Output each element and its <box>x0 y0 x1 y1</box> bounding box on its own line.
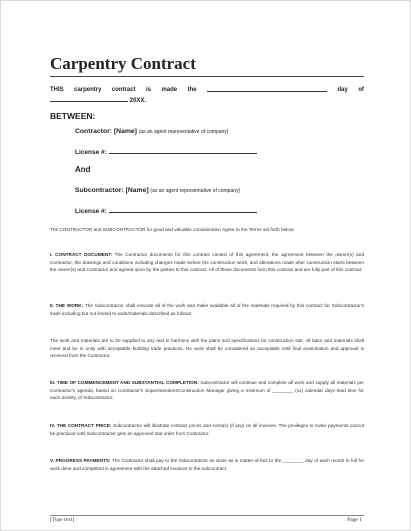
subcontractor-label: Subcontractor: [Name] <box>75 187 149 194</box>
contractor-label: Contractor: [Name] <box>75 128 137 135</box>
section-text: The work and materials are to be supplied to any and in harmony with the plans and specifications for construction site. All labor and materials shall meet and be in unity with acceptable building trade practices. No work shall be considered as acceptable until final examination and approval is received from the Contractor. <box>50 338 364 359</box>
intro-word: THIS <box>50 87 64 93</box>
intro-word: the <box>187 87 197 93</box>
section-text: The Contractor shall pay to the Subcontractor as close as is matter-of-fact to the ________ day of each month in full for work done and completed in agreement with the attached invoices to the subcontract. <box>50 458 365 471</box>
between-heading: BETWEEN: <box>50 111 96 121</box>
subcontractor-line <box>75 187 240 194</box>
intro-clause <box>50 85 364 106</box>
intro-line-1 <box>50 85 364 95</box>
intro-word: of <box>358 87 364 93</box>
and-label: And <box>75 165 91 174</box>
section-time-of-commencement <box>50 379 364 402</box>
license-blank <box>109 147 257 154</box>
intro-word: carpentry <box>74 87 102 93</box>
title-underline <box>50 76 364 77</box>
section-text: Subcontractor will illustrate contract prices and extra(s) (if any) on all invoices. The privileges to make payments cannot be practiced until Subcontractor gets an approved stat order from Contractor. <box>50 423 364 436</box>
intro-year: 20XX. <box>129 98 147 104</box>
contractor-note: (as an agent representative of company) <box>138 129 229 135</box>
section-text: Subcontractor will continue and complete all work and supply all materials per Contractor's agenda, based on Contractor's Superintendent/Construction Manager giving a minimum of ________ (xx) calendar days lead time for each activity, of Subcontractor. <box>50 380 364 401</box>
section-contract-document <box>50 251 364 274</box>
license-line-1 <box>75 147 257 156</box>
date-blank <box>207 85 327 92</box>
intro-word: day <box>337 87 348 93</box>
section-heading: V. PROGRESS PAYMENTS: <box>50 458 111 463</box>
license-blank <box>109 206 257 213</box>
section-heading: III. TIME OF COMMENCEMENT AND SUBSTANTIAL COMPLETION: <box>50 380 199 385</box>
page-number: Page 1 <box>347 517 362 523</box>
intro-line-2 <box>50 95 364 106</box>
section-text: The Subcontractor shall execute all of the work and make available all of the materials required by this contract for Subcontractor's trade including but not limited to work/materials described as follows: <box>50 303 365 316</box>
section-text: The Contractor documents for this contract consist of this agreement, the agreement between the owner(s) and Contractor, the drawings and conditions including changes made before the construction work, and alterations made after construction starts between the owner(s) and Contractor and agreed upon by the parties to this contract. All of these documents form this contract and are fully part of this contract. <box>50 252 365 273</box>
intro-word: is <box>146 87 152 93</box>
preamble: The CONTRACTOR and SUBCONTRACTOR for good and valuable consideration Agree to the Terms set forth below. <box>50 227 295 232</box>
intro-word: contract <box>111 87 136 93</box>
license-label: License #: <box>75 208 107 215</box>
subcontractor-note: (as an agent representative of company) <box>150 188 241 194</box>
section-the-work <box>50 302 364 317</box>
section-heading: II. THE WORK: <box>50 303 84 308</box>
section-heading: IV. THE CONTRACT PRICE: <box>50 423 112 428</box>
footer-divider <box>50 515 364 516</box>
intro-word: made <box>161 87 178 93</box>
contractor-line <box>75 128 228 135</box>
section-work-materials <box>50 337 364 360</box>
license-line-2 <box>75 206 257 215</box>
month-blank <box>50 95 128 102</box>
section-progress-payments <box>50 457 364 472</box>
section-contract-price <box>50 422 364 437</box>
section-heading: I. CONTRACT DOCUMENT: <box>50 252 113 257</box>
document-title: Carpentry Contract <box>50 54 196 73</box>
footer-placeholder: [Type text] <box>50 517 75 523</box>
license-label: License #: <box>75 149 107 156</box>
